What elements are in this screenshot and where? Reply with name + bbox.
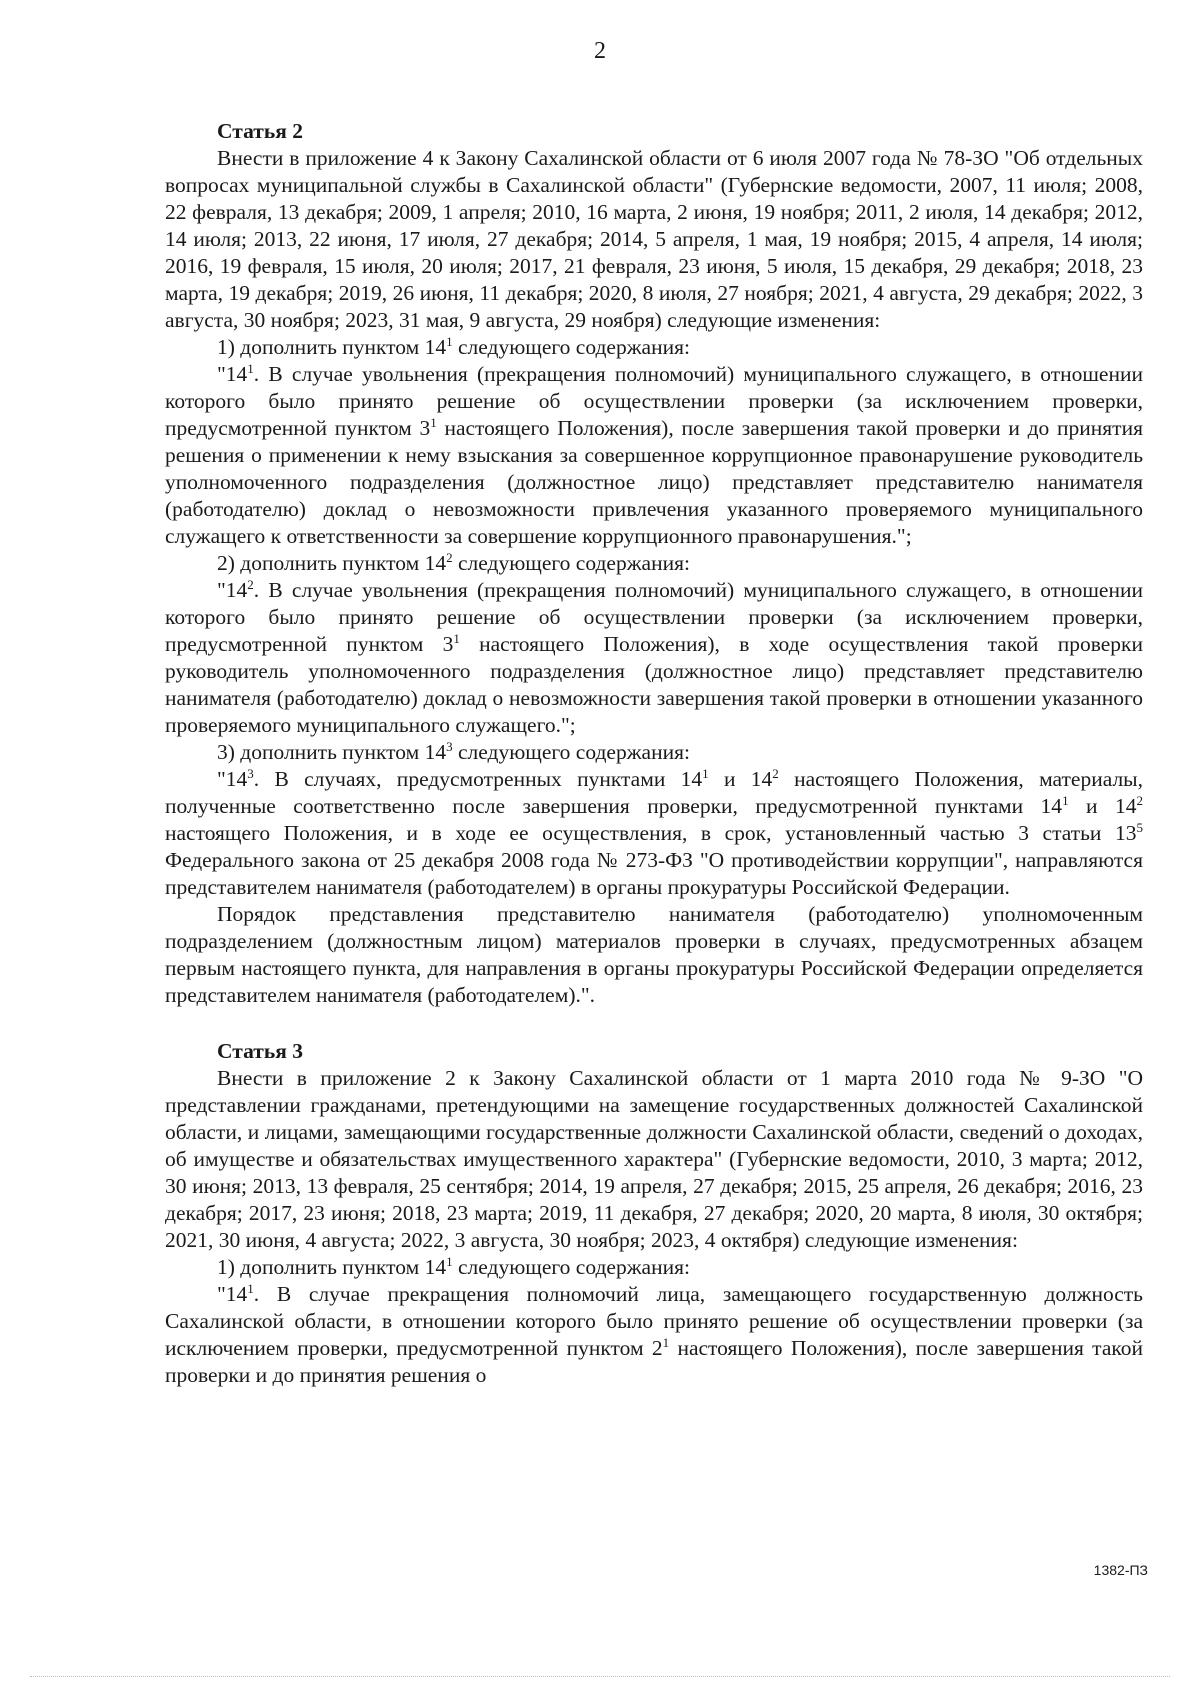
article-2-intro: Внести в приложение 4 к Закону Сахалинской области от 6 июля 2007 года № 78-ЗО "Об отдельных вопросах муниципальной службы в Сахалинской области" (Губернские ведомости, 2007, 11 июля; 2008, 22 февраля, 13 декабря; 2009, 1 апреля; 2010, 16 марта, 2 июня, 19 ноября; 2011, 2 июля, 14 декабря; 2012, 14 июля; 2013, 22 июня, 17 июля, 27 декабря; 2014, 5 апреля, 1 мая, 19 ноября; 2015, 4 апреля, 14 июля; 2016, 19 февраля, 15 июля, 20 июля; 2017, 21 февраля, 23 июня, 5 июля, 15 декабря, 29 декабря; 2018, 23 марта, 19 декабря; 2019, 26 июня, 11 декабря; 2020, 8 июля, 27 ноября; 2021, 4 августа, 29 декабря; 2022, 3 августа, 30 ноября; 2023, 31 мая, 9 августа, 29 ноября) следующие изменения: (165, 146, 1143, 332)
article-3-intro: Внести в приложение 2 к Закону Сахалинской области от 1 марта 2010 года № 9-ЗО "О представлении гражданами, претендующими на замещение государственных должностей Сахалинской области, и лицами, замещающими государственные должности Сахалинской области, сведений о доходах, об имуществе и обязательствах имущественного характера" (Губернские ведомости, 2010, 3 марта; 2012, 30 июня; 2013, 13 февраля, 25 сентября; 2014, 19 апреля, 27 декабря; 2015, 25 апреля, 26 декабря; 2016, 23 декабря; 2017, 23 июня; 2018, 23 марта; 2019, 11 декабря, 27 декабря; 2020, 20 марта, 8 июля, 30 октября; 2021, 30 июня, 4 августа; 2022, 3 августа, 30 ноября; 2023, 4 октября) следующие изменения: (165, 1066, 1143, 1252)
article-2-item-1: 1) дополнить пунктом $14^1$ следующего содержания: (217, 333, 690, 359)
article-3-heading: Статья 3 (217, 1039, 303, 1063)
article-2-point-14-2: "$14^2$. В случае увольнения (прекращения полномочий) муниципального служащего, в отношении которого было принято решение об осуществлении проверки (за исключением проверки, предусмотренной пунктом $3^1$ настоящего Положения), в ходе осуществления такой проверки руководитель уполномоченного подразделения (должностное лицо) представляет представителю нанимателя (работодателю) доклад о невозможности завершения такой проверки в отношении указанного проверяемого муниципального служащего."; (165, 576, 1143, 737)
article-2-heading: Статья 2 (217, 119, 303, 143)
article-3-point-14-1: "$14^1$. В случае прекращения полномочий лица, замещающего государственную должность Сахалинской области, в отношении которого было принято решение об осуществлении проверки (за исключением проверки, предусмотренной пунктом $2^1$ настоящего Положения), после завершения такой проверки и до принятия решения о (165, 1280, 1143, 1387)
document-code: 1382-ПЗ (1093, 1562, 1148, 1578)
article-2-item-3: 3) дополнить пунктом $14^3$ следующего содержания: (217, 738, 690, 764)
scan-artifact-line (30, 1676, 1170, 1677)
article-2-point-14-3-paragraph-2: Порядок представления представителю нанимателя (работодателю) уполномоченным подразделением (должностным лицом) материалов проверки в случаях, предусмотренных абзацем первым настоящего пункта, для направления в органы прокуратуры Российской Федерации определяется представителем нанимателя (работодателем).". (165, 902, 1143, 1007)
document-body (165, 118, 1143, 1389)
section-spacer (165, 1009, 1143, 1038)
article-2-item-2: 2) дополнить пунктом $14^2$ следующего содержания: (217, 549, 690, 575)
article-3-item-1: 1) дополнить пунктом $14^1$ следующего содержания: (217, 1253, 690, 1279)
article-2-point-14-1: "$14^1$. В случае увольнения (прекращения полномочий) муниципального служащего, в отношении которого было принято решение об осуществлении проверки (за исключением проверки, предусмотренной пунктом $3^1$ настоящего Положения), после завершения такой проверки и до принятия решения о применении к нему взыскания за совершенное коррупционное правонарушение руководитель уполномоченного подразделения (должностное лицо) представляет представителю нанимателя (работодателю) доклад о невозможности привлечения указанного проверяемого муниципального служащего к ответственности за совершение коррупционного правонарушения."; (165, 360, 1143, 548)
article-2-point-14-3: "$14^3$. В случаях, предусмотренных пунктами $14^1$ и $14^2$ настоящего Положения, материалы, полученные соответственно после завершения проверки, предусмотренной пунктами $14^1$ и $14^2$ настоящего Положения, и в ходе ее осуществления, в срок, установленный частью 3 статьи $13^5$ Федерального закона от 25 декабря 2008 года № 273-ФЗ "О противодействии коррупции", направляются представителем нанимателя (работодателем) в органы прокуратуры Российской Федерации. (165, 765, 1143, 899)
page-number: 2 (594, 38, 606, 64)
